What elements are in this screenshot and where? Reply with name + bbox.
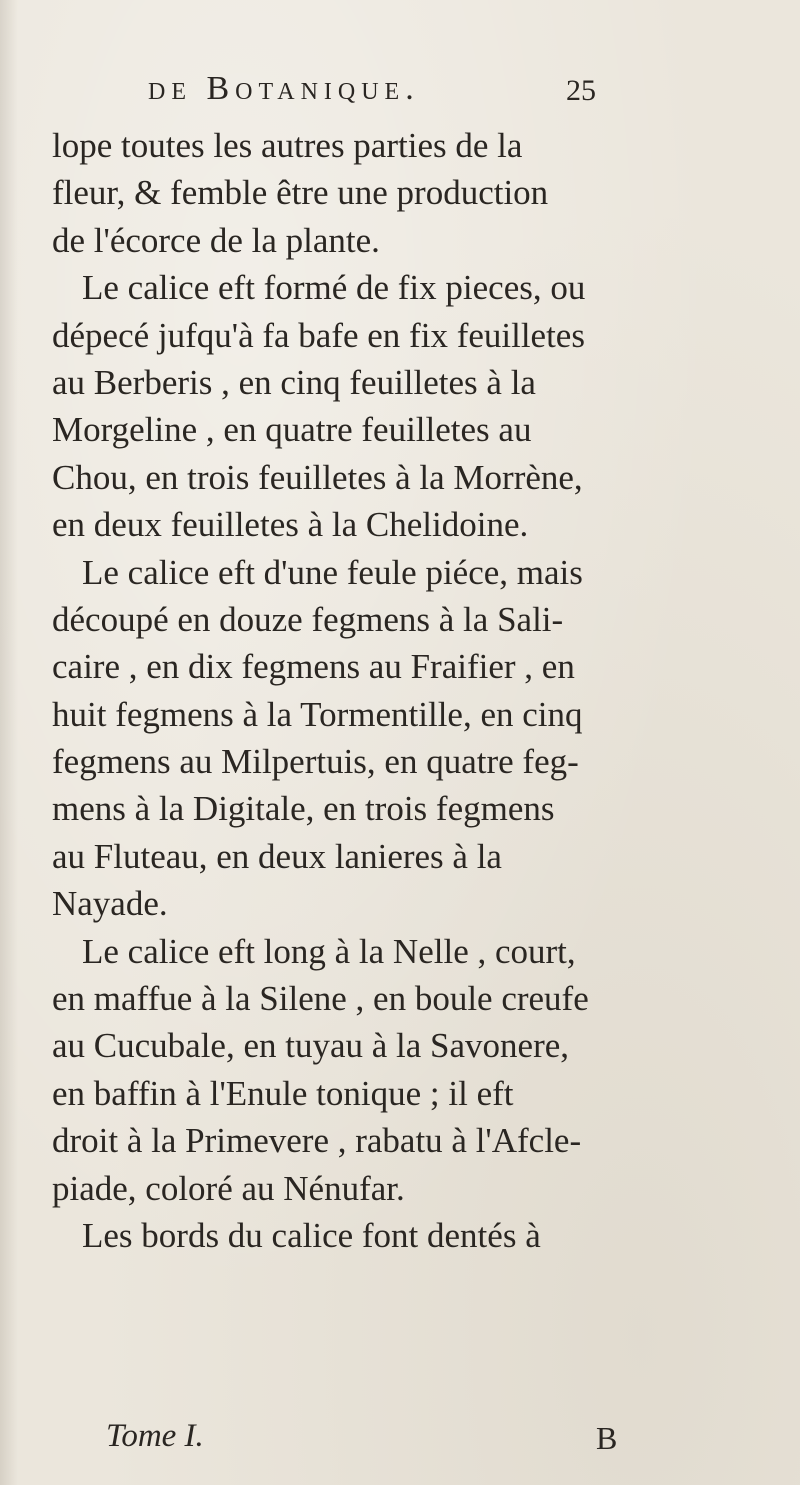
text-line: en deux feuilletes à la Chelidoine.: [52, 505, 529, 545]
body-text: [52, 122, 752, 1259]
paragraph-start-line: Les bords du calice font dentés à: [82, 1215, 541, 1255]
text-line: lope toutes les autres parties de la: [52, 126, 523, 165]
text-line: au Fluteau, en deux lanieres à la: [52, 836, 502, 876]
gathering-signature: B: [596, 1420, 618, 1456]
text-line: en maffue à la Silene , en boule creufe: [52, 979, 589, 1019]
text-line: fleur, & femble être une production: [52, 173, 549, 213]
text-line: découpé en douze fegmens à la Sali-: [52, 599, 564, 639]
text-line: Chou, en trois feuilletes à la Morrène,: [52, 457, 583, 497]
page-number: 25: [566, 74, 596, 107]
paragraph-start-line: Le calice eft formé de fix pieces, ou: [82, 268, 586, 308]
text-line: droit à la Primevere , rabatu à l'Afcle-: [52, 1121, 582, 1161]
text-line: de l'écorce de la plante.: [52, 220, 380, 260]
text-line: caire , en dix fegmens au Fraifier , en: [52, 647, 575, 687]
text-line: au Cucubale, en tuyau à la Savonere,: [52, 1026, 570, 1066]
text-line: au Berberis , en cinq feuilletes à la: [52, 362, 536, 402]
text-line: mens à la Digitale, en trois fegmens: [52, 789, 555, 829]
text-line: fegmens au Milpertuis, en quatre feg-: [52, 742, 579, 782]
text-line: huit fegmens à la Tormentille, en cinq: [52, 694, 583, 734]
page-footer: [52, 1418, 752, 1480]
text-line: Morgeline , en quatre feuilletes au: [52, 410, 532, 450]
page-gutter-shadow: [0, 0, 18, 1485]
text-line: dépecé jufqu'à fa bafe en fix feuilletes: [52, 315, 585, 355]
running-title: de Botanique.: [148, 70, 420, 107]
volume-signature: Tome I.: [106, 1418, 204, 1454]
paragraph-start-line: Le calice eft long à la Nelle , court,: [82, 931, 576, 971]
text-line: en baffin à l'Enule tonique ; il eft: [52, 1073, 514, 1113]
paragraph-start-line: Le calice eft d'une feule piéce, mais: [82, 552, 583, 592]
text-line: Nayade.: [52, 884, 168, 924]
text-line: piade, coloré au Nénufar.: [52, 1168, 405, 1208]
page-header: [148, 70, 608, 120]
